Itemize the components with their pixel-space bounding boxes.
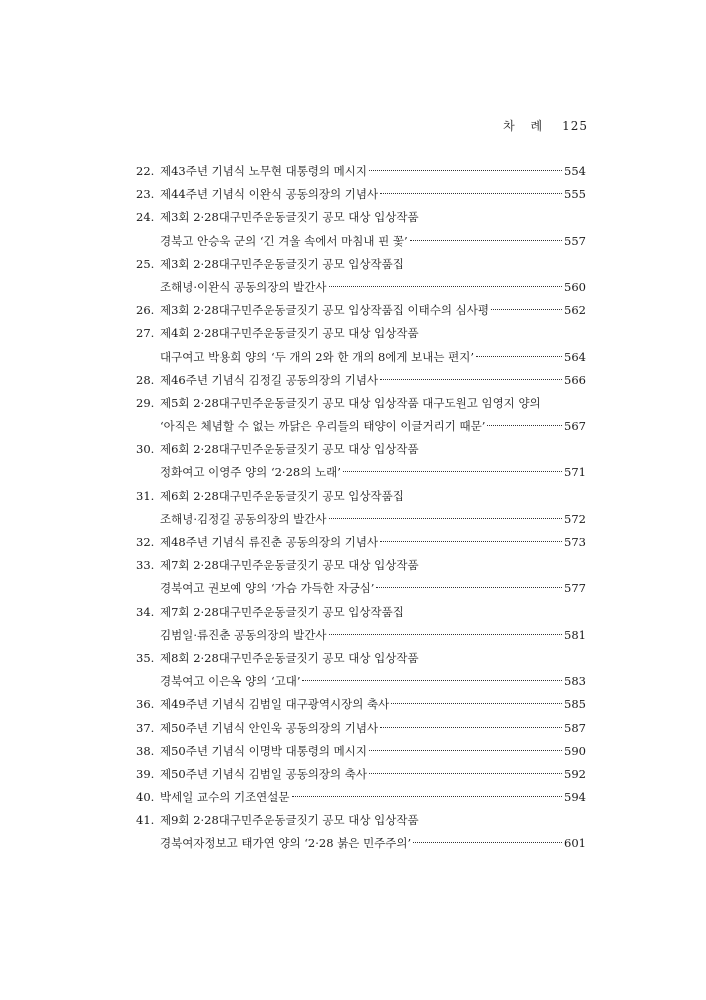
entry-title: 조해녕·김정길 공동의장의 발간사 — [160, 511, 327, 526]
toc-entry-line — [136, 322, 586, 345]
dot-leader — [292, 796, 563, 797]
entry-page-number: 554 — [564, 164, 586, 178]
entry-number: 39. — [136, 766, 155, 781]
entry-title: 제9회 2·28대구민주운동글짓기 공모 대상 입상작품 — [160, 813, 419, 828]
entry-number: 41. — [136, 813, 155, 828]
entry-page-number: 571 — [564, 465, 586, 480]
entry-page-number: 572 — [564, 511, 586, 526]
toc-entry-line — [136, 508, 586, 531]
toc-entry-line — [136, 740, 586, 763]
entry-number: 37. — [136, 720, 155, 735]
entry-page-number: 560 — [564, 279, 586, 294]
entry-page-number: 566 — [564, 372, 586, 387]
entry-title: 제3회 2·28대구민주운동글짓기 공모 대상 입상작품 — [160, 210, 419, 225]
entry-title: 제50주년 기념식 이명박 대통령의 메시지 — [160, 743, 367, 758]
toc-entry-line — [136, 531, 586, 554]
entry-title: 김범일·류진춘 공동의장의 발간사 — [160, 627, 327, 642]
entry-title: 경북여자정보고 태가연 양의 ‘2·28 붉은 민주주의’ — [160, 836, 412, 851]
entry-page-number: 562 — [564, 303, 586, 318]
toc-entry-line — [136, 693, 586, 716]
entry-page-number: 567 — [564, 419, 586, 434]
entry-number: 36. — [136, 697, 155, 712]
toc-entry-line — [136, 206, 586, 229]
entry-page-number: 585 — [564, 697, 586, 712]
entry-number: 31. — [136, 488, 155, 503]
entry-number: 24. — [136, 210, 155, 225]
entry-title: ‘아직은 체념할 수 없는 까닭은 우리들의 태양이 이글거리기 때문’ — [160, 419, 486, 434]
dot-leader — [380, 541, 562, 542]
toc-entry — [136, 763, 586, 786]
entry-title: 제8회 2·28대구민주운동글짓기 공모 대상 입상작품 — [160, 650, 419, 665]
dot-leader — [369, 750, 562, 751]
toc-entry-line — [136, 346, 586, 369]
entry-title: 제7회 2·28대구민주운동글짓기 공모 대상 입상작품 — [160, 558, 419, 573]
toc-entry — [136, 717, 586, 740]
dot-leader — [380, 379, 562, 380]
toc-entry-line — [136, 809, 586, 832]
dot-leader — [391, 703, 562, 704]
toc-entry — [136, 554, 586, 600]
entry-number: 35. — [136, 650, 155, 665]
entry-number: 29. — [136, 395, 155, 410]
toc-entry — [136, 647, 586, 693]
entry-number: 40. — [136, 790, 155, 805]
entry-title: 제5회 2·28대구민주운동글짓기 공모 대상 입상작품 대구도원고 임영지 양의 — [160, 395, 541, 410]
toc-entry-line — [136, 461, 586, 484]
dot-leader — [369, 773, 562, 774]
entry-page-number: 583 — [564, 674, 586, 689]
dot-leader — [329, 634, 563, 635]
entry-title: 제49주년 기념식 김범일 대구광역시장의 축사 — [160, 697, 390, 712]
toc-entry-line — [136, 485, 586, 508]
entry-title: 정화여고 이영주 양의 ‘2·28의 노래’ — [160, 465, 341, 480]
entry-number: 28. — [136, 372, 155, 387]
toc-entry — [136, 531, 586, 554]
entry-number: 25. — [136, 256, 155, 271]
entry-title: 제3회 2·28대구민주운동글짓기 공모 입상작품집 이태수의 심사평 — [160, 303, 489, 318]
entry-title: 제6회 2·28대구민주운동글짓기 공모 대상 입상작품 — [160, 442, 419, 457]
toc-entry-line — [136, 717, 586, 740]
entry-number: 32. — [136, 535, 155, 549]
entry-number: 38. — [136, 743, 155, 758]
entry-title: 제48주년 기념식 류진춘 공동의장의 기념사 — [160, 535, 379, 549]
entry-page-number: 555 — [564, 187, 586, 202]
entry-title: 제50주년 기념식 안인욱 공동의장의 기념사 — [160, 720, 379, 735]
toc-entry-line — [136, 832, 586, 855]
toc-entry-line — [136, 392, 586, 415]
dot-leader — [476, 356, 562, 357]
entry-title: 제43주년 기념식 노무현 대통령의 메시지 — [160, 164, 367, 178]
header-page-number: 125 — [562, 119, 588, 133]
toc-entry-line — [136, 577, 586, 600]
section-title: 차 례 — [503, 119, 549, 133]
toc-entry-line — [136, 160, 586, 183]
entry-number: 23. — [136, 187, 155, 202]
entry-title: 제44주년 기념식 이완식 공동의장의 기념사 — [160, 187, 379, 202]
entry-number: 30. — [136, 442, 155, 457]
running-header — [503, 117, 588, 134]
entry-number: 22. — [136, 164, 155, 178]
entry-title: 제50주년 기념식 김범일 공동의장의 축사 — [160, 766, 367, 781]
dot-leader — [302, 680, 562, 681]
entry-page-number: 592 — [564, 766, 586, 781]
entry-page-number: 557 — [564, 233, 586, 248]
toc-entry — [136, 740, 586, 763]
entry-title: 제7회 2·28대구민주운동글짓기 공모 입상작품집 — [160, 604, 404, 619]
entry-number: 27. — [136, 326, 155, 341]
toc-entry-line — [136, 276, 586, 299]
toc-entry-line — [136, 601, 586, 624]
toc-entry — [136, 369, 586, 392]
entry-title: 경북여고 권보예 양의 ‘가슴 가득한 자긍심’ — [160, 581, 375, 596]
entry-page-number: 587 — [564, 720, 586, 735]
entry-page-number: 564 — [564, 349, 586, 364]
dot-leader — [329, 286, 563, 287]
toc-entry-line — [136, 230, 586, 253]
toc-entry — [136, 392, 586, 438]
dot-leader — [329, 518, 563, 519]
entry-number: 26. — [136, 303, 155, 318]
entry-page-number: 577 — [564, 581, 586, 596]
dot-leader — [410, 240, 562, 241]
entry-page-number: 581 — [564, 627, 586, 642]
toc-entry-line — [136, 415, 586, 438]
dot-leader — [491, 309, 562, 310]
toc-entry — [136, 299, 586, 322]
toc-entry — [136, 693, 586, 716]
dot-leader — [380, 727, 562, 728]
dot-leader — [413, 842, 562, 843]
toc-entry-line — [136, 554, 586, 577]
toc-entry — [136, 183, 586, 206]
toc-entry-line — [136, 670, 586, 693]
toc-entry — [136, 786, 586, 809]
toc-entry-line — [136, 253, 586, 276]
toc-entry-line — [136, 624, 586, 647]
toc-entry-line — [136, 647, 586, 670]
dot-leader — [380, 193, 562, 194]
entry-page-number: 594 — [564, 790, 586, 805]
entry-title: 제46주년 기념식 김정길 공동의장의 기념사 — [160, 372, 379, 387]
toc-entry — [136, 809, 586, 855]
entry-title: 경북여고 이은옥 양의 ‘고대’ — [160, 674, 301, 689]
toc-entry — [136, 160, 586, 183]
toc-entry-line — [136, 786, 586, 809]
entry-page-number: 601 — [564, 836, 586, 851]
toc-entry-line — [136, 369, 586, 392]
entry-page-number: 590 — [564, 743, 586, 758]
toc-entry — [136, 322, 586, 368]
toc-entry — [136, 253, 586, 299]
entry-title: 제4회 2·28대구민주운동글짓기 공모 대상 입상작품 — [160, 326, 419, 341]
entry-number: 34. — [136, 604, 155, 619]
dot-leader — [343, 471, 562, 472]
entry-title: 대구여고 박용희 양의 ‘두 개의 2와 한 개의 8에게 보내는 편지’ — [160, 349, 475, 364]
entry-title: 조해녕·이완식 공동의장의 발간사 — [160, 279, 327, 294]
entry-page-number: 573 — [564, 535, 586, 549]
toc-entry — [136, 485, 586, 531]
dot-leader — [487, 425, 562, 426]
toc-entry — [136, 206, 586, 252]
entry-number: 33. — [136, 558, 155, 573]
entry-title: 제6회 2·28대구민주운동글짓기 공모 입상작품집 — [160, 488, 404, 503]
toc-entry — [136, 438, 586, 484]
toc-entry-line — [136, 183, 586, 206]
table-of-contents — [136, 160, 586, 856]
toc-entry-line — [136, 438, 586, 461]
dot-leader — [376, 587, 562, 588]
toc-entry-line — [136, 299, 586, 322]
entry-title: 박세일 교수의 기조연설문 — [160, 790, 290, 805]
toc-entry — [136, 601, 586, 647]
dot-leader — [369, 170, 562, 171]
toc-entry-line — [136, 763, 586, 786]
entry-title: 제3회 2·28대구민주운동글짓기 공모 입상작품집 — [160, 256, 404, 271]
entry-title: 경북고 안승욱 군의 ‘긴 겨울 속에서 마침내 핀 꽃’ — [160, 233, 408, 248]
